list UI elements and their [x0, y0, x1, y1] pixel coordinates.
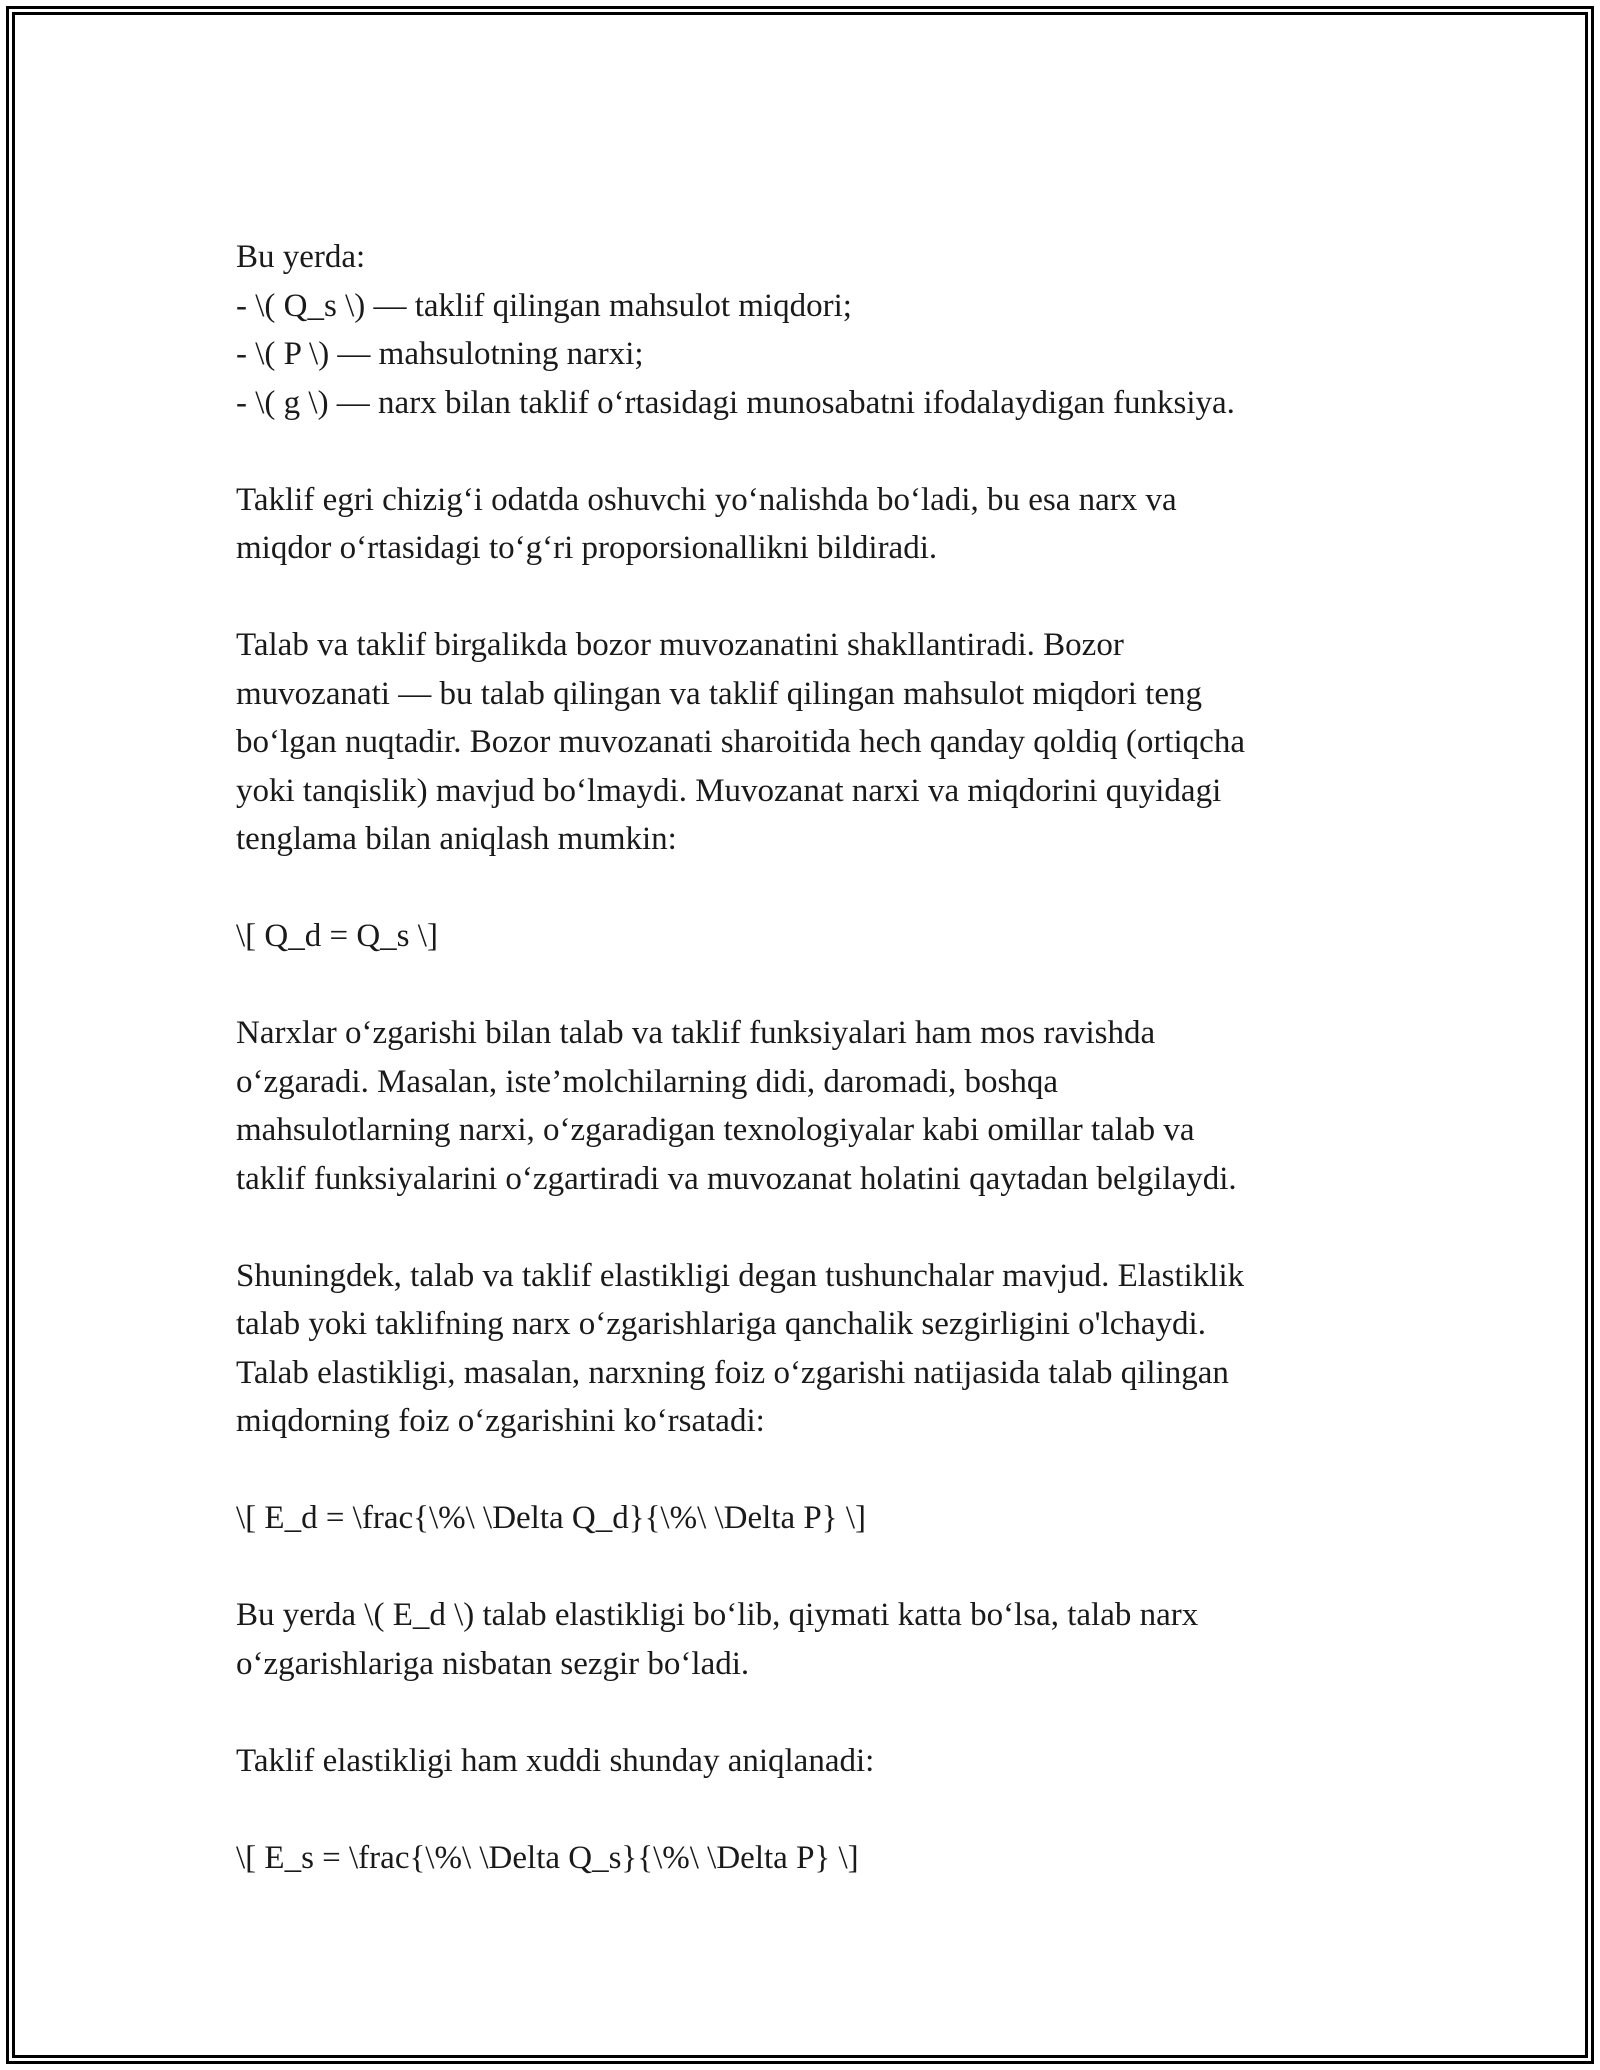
document-body	[236, 233, 1396, 1882]
paragraph-demand-elasticity-note: Bu yerda \( E_d \) talab elastikligi bo‘lib, qiymati katta bo‘lsa, talab narx o‘zgarishlariga nisbatan sezgir bo‘ladi.	[236, 1597, 1199, 1682]
paragraph-definitions: Bu yerda: - \( Q_s \) — taklif qilingan mahsulot miqdori; - \( P \) — mahsulotning narxi; - \( g \) — narx bilan taklif o‘rtasidagi munosabatni ifodalaydigan funksiya.	[236, 239, 1235, 421]
equation-supply-elasticity: \[ E_s = \frac{\%\ \Delta Q_s}{\%\ \Delta P} \]	[236, 1839, 859, 1876]
paragraph-supply-curve: Taklif egri chizig‘i odatda oshuvchi yo‘nalishda bo‘ladi, bu esa narx va miqdor o‘rtasidagi to‘g‘ri proporsionallikni bildiradi.	[236, 481, 1177, 566]
paragraph-elasticity: Shuningdek, talab va taklif elastikligi degan tushunchalar mavjud. Elastiklik talab yoki taklifning narx o‘zgarishlariga qanchalik sezgirligini o'lchaydi. Talab elastikligi, masalan, narxning foiz o‘zgarishi natijasida talab qilingan miqdorning foiz o‘zgarishini ko‘rsatadi:	[236, 1257, 1245, 1439]
paragraph-market-equilibrium: Talab va taklif birgalikda bozor muvozanatini shakllantiradi. Bozor muvozanati — bu talab qilingan va taklif qilingan mahsulot miqdori teng bo‘lgan nuqtadir. Bozor muvozanati sharoitida hech qanday qoldiq (ortiqcha yoki tanqislik) mavjud bo‘lmaydi. Muvozanat narxi va miqdorini quyidagi tenglama bilan aniqlash mumkin:	[236, 627, 1245, 857]
paragraph-price-changes: Narxlar o‘zgarishi bilan talab va taklif funksiyalari ham mos ravishda o‘zgaradi. Masalan, iste’molchilarning didi, daromadi, boshqa mahsulotlarning narxi, o‘zgaradigan texnologiyalar kabi omillar talab va taklif funksiyalarini o‘zgartiradi va muvozanat holatini qaytadan belgilaydi.	[236, 1015, 1237, 1197]
equation-equilibrium: \[ Q_d = Q_s \]	[236, 918, 438, 954]
equation-demand-elasticity: \[ E_d = \frac{\%\ \Delta Q_d}{\%\ \Delta P} \]	[236, 1500, 866, 1536]
paragraph-supply-elasticity-intro: Taklif elastikligi ham xuddi shunday aniqlanadi:	[236, 1742, 875, 1779]
